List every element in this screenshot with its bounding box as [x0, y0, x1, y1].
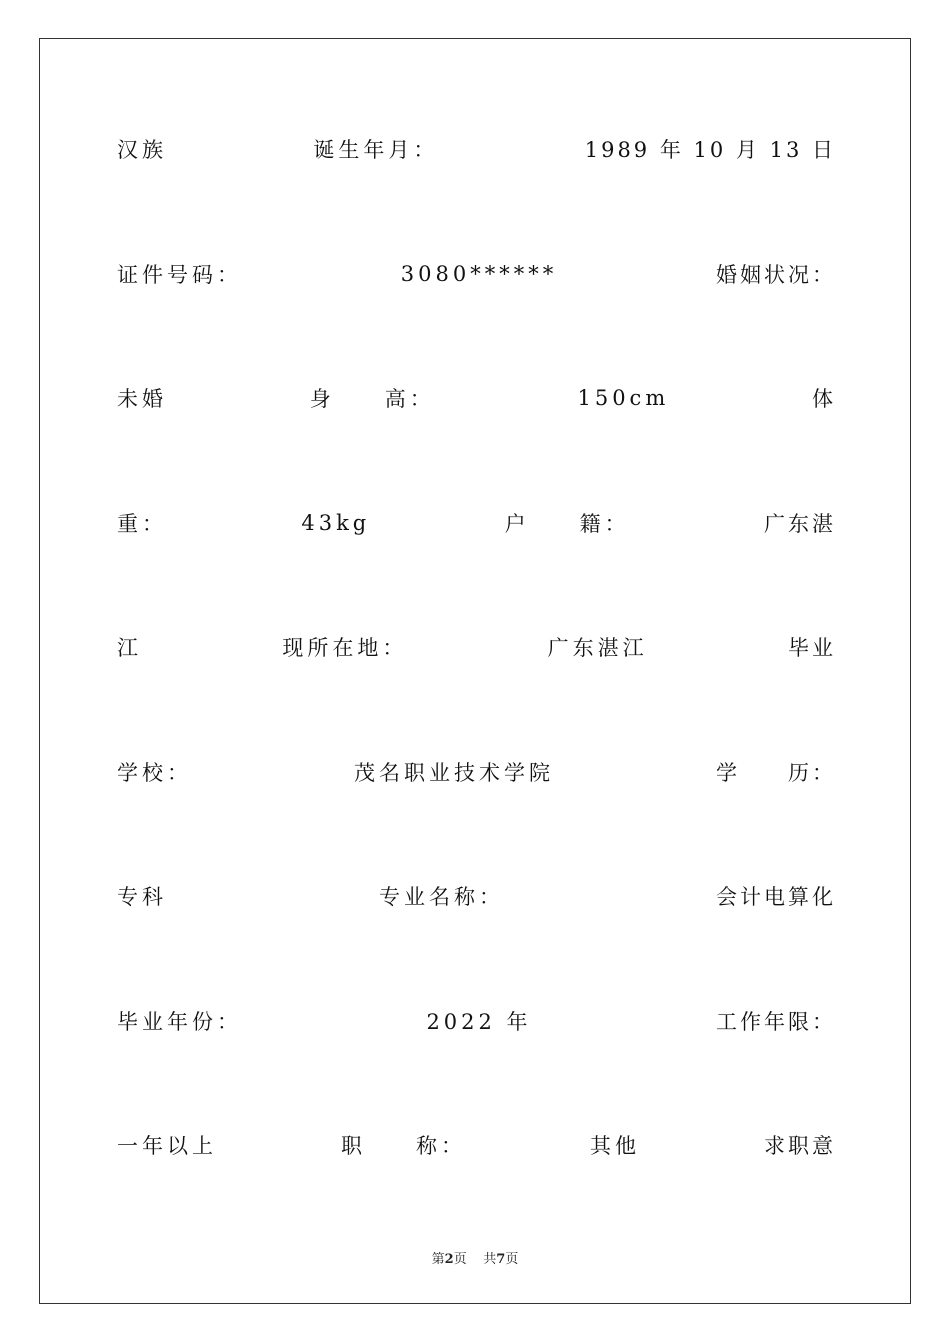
page-frame [39, 38, 911, 1304]
current-location-value: 广东湛江 [547, 636, 648, 660]
weight-value: 43kg [301, 511, 371, 535]
page-suffix: 页 [453, 1252, 467, 1267]
marital-status-value: 未婚 [117, 387, 167, 411]
school-value: 茂名职业技术学院 [354, 761, 554, 785]
text-line-1 [117, 134, 836, 164]
education-value: 专科 [117, 885, 167, 909]
total-prefix: 共 [483, 1252, 497, 1267]
page-number: 2 [444, 1252, 454, 1267]
text-line-5 [117, 632, 836, 662]
current-location-label: 现所在地： [282, 636, 408, 660]
title-label: 职 称： [341, 1134, 466, 1158]
graduation-year-value: 2022 年 [426, 1010, 532, 1034]
graduation-year-label: 毕业年份： [117, 1010, 242, 1034]
job-intent-label-start: 求职意 [764, 1134, 836, 1158]
total-pages: 7 [496, 1252, 506, 1267]
household-label: 户 籍： [504, 512, 630, 536]
household-value-start: 广东湛 [763, 512, 836, 536]
id-number-value: 3080****** [400, 262, 558, 286]
total-suffix: 页 [505, 1252, 519, 1267]
text-line-8 [117, 1006, 836, 1036]
page-footer [0, 1248, 950, 1267]
weight-label-start: 体 [811, 387, 836, 411]
height-value: 150cm [577, 386, 670, 410]
birth-date-label: 诞生年月： [313, 138, 439, 162]
school-label-start: 毕业 [787, 636, 836, 660]
marital-status-label: 婚姻状况： [715, 263, 836, 287]
page-prefix: 第 [431, 1252, 445, 1267]
text-line-4 [117, 508, 836, 538]
birth-date-value: 1989 年 10 月 13 日 [584, 138, 836, 162]
text-line-3 [117, 383, 836, 413]
education-label: 学 历： [716, 761, 836, 785]
text-line-9 [117, 1130, 836, 1160]
ethnicity-value: 汉族 [117, 138, 167, 162]
work-years-label: 工作年限： [716, 1010, 836, 1034]
title-value: 其他 [590, 1134, 640, 1158]
text-line-7 [117, 881, 836, 911]
text-line-6 [117, 757, 836, 787]
weight-label-end: 重： [117, 512, 167, 536]
major-label: 专业名称： [379, 885, 504, 909]
height-label: 身 高： [309, 387, 435, 411]
work-years-value: 一年以上 [117, 1134, 217, 1158]
text-line-2 [117, 259, 836, 289]
household-value-end: 江 [117, 636, 142, 660]
id-number-label: 证件号码： [117, 263, 242, 287]
major-value: 会计电算化 [716, 885, 836, 909]
school-label-end: 学校： [117, 761, 192, 785]
